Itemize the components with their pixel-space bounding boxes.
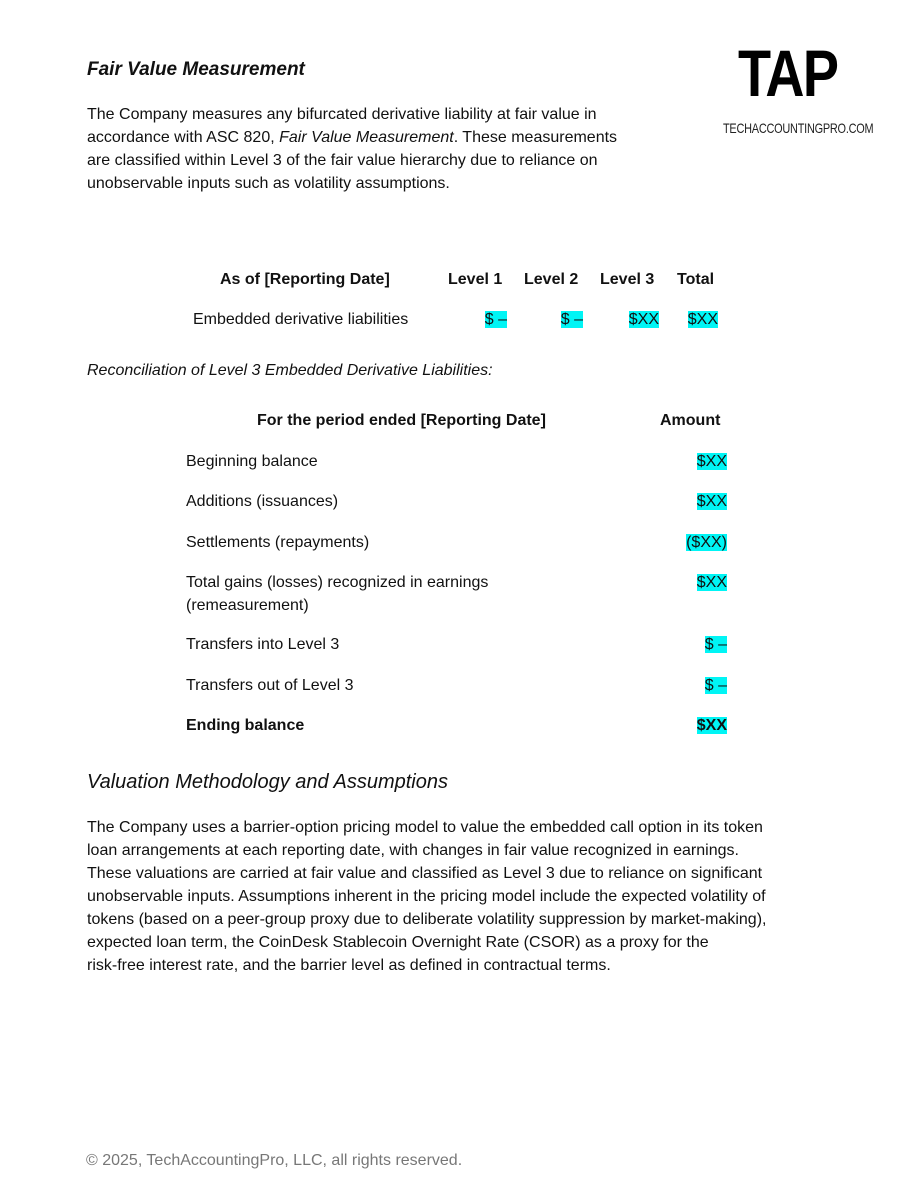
ending-balance-value: $XX (696, 717, 727, 734)
para-line: loan arrangements at each reporting date, with changes in fair value recognized in earnings. (87, 842, 739, 859)
row-value: $ – (704, 636, 727, 653)
para-line: expected loan term, the CoinDesk Stablecoin Overnight Rate (CSOR) as a proxy for the (87, 934, 709, 951)
table1-row-label: Embedded derivative liabilities (193, 311, 409, 328)
row-value: $XX (696, 493, 727, 510)
section-title: Valuation Methodology and Assumptions (87, 771, 448, 793)
footer-copyright: © 2025, TechAccountingPro, LLC, all rights reserved. (86, 1152, 463, 1169)
table1-header-level1: Level 1 (448, 271, 503, 288)
reconciliation-caption: Reconciliation of Level 3 Embedded Derivative Liabilities: (87, 362, 493, 379)
row-label: Transfers out of Level 3 (186, 677, 354, 694)
logo-subtitle: TECHACCOUNTINGPRO.COM (723, 120, 874, 136)
table1-header-total: Total (677, 271, 715, 288)
para-line: risk-free interest rate, and the barrier level as defined in contractual terms. (87, 957, 611, 974)
para-line: The Company measures any bifurcated derivative liability at fair value in (87, 106, 597, 123)
valuation-paragraph (87, 816, 766, 977)
ending-balance-label: Ending balance (186, 717, 305, 734)
row-label-cont: (remeasurement) (186, 597, 309, 614)
level1-value: $ – (484, 311, 507, 328)
total-value: $XX (687, 311, 718, 328)
level3-value: $XX (628, 311, 659, 328)
para-line: unobservable inputs such as volatility assumptions. (87, 175, 450, 192)
row-label: Total gains (losses) recognized in earnings (186, 574, 489, 591)
section-title: Fair Value Measurement (87, 59, 305, 80)
row-value: ($XX) (686, 534, 727, 551)
row-label: Beginning balance (186, 453, 318, 470)
logo: TAP (738, 36, 838, 110)
level2-value: $ – (560, 311, 583, 328)
row-label: Settlements (repayments) (186, 534, 370, 551)
row-label: Transfers into Level 3 (186, 636, 340, 653)
table1-header-level2: Level 2 (524, 271, 579, 288)
row-label: Additions (issuances) (186, 493, 339, 510)
table2-header-period: For the period ended [Reporting Date] (257, 412, 546, 429)
para-line: accordance with ASC 820, Fair Value Measurement. These measurements (87, 129, 618, 146)
table1-header-date: As of [Reporting Date] (220, 271, 390, 288)
intro-paragraph (87, 103, 617, 195)
row-value: $ – (704, 677, 727, 694)
para-line: These valuations are carried at fair value and classified as Level 3 due to reliance on significant (87, 865, 763, 882)
row-value: $XX (696, 453, 727, 470)
para-line: tokens (based on a peer-group proxy due to deliberate volatility suppression by market-making), (87, 911, 767, 928)
para-line: The Company uses a barrier-option pricing model to value the embedded call option in its token (87, 819, 763, 836)
table1-header-level3: Level 3 (600, 271, 655, 288)
para-line: unobservable inputs. Assumptions inherent in the pricing model include the expected volatility of (87, 888, 766, 905)
para-line: are classified within Level 3 of the fair value hierarchy due to reliance on (87, 152, 598, 169)
table2-header-amount: Amount (660, 412, 721, 429)
row-value: $XX (696, 574, 727, 591)
